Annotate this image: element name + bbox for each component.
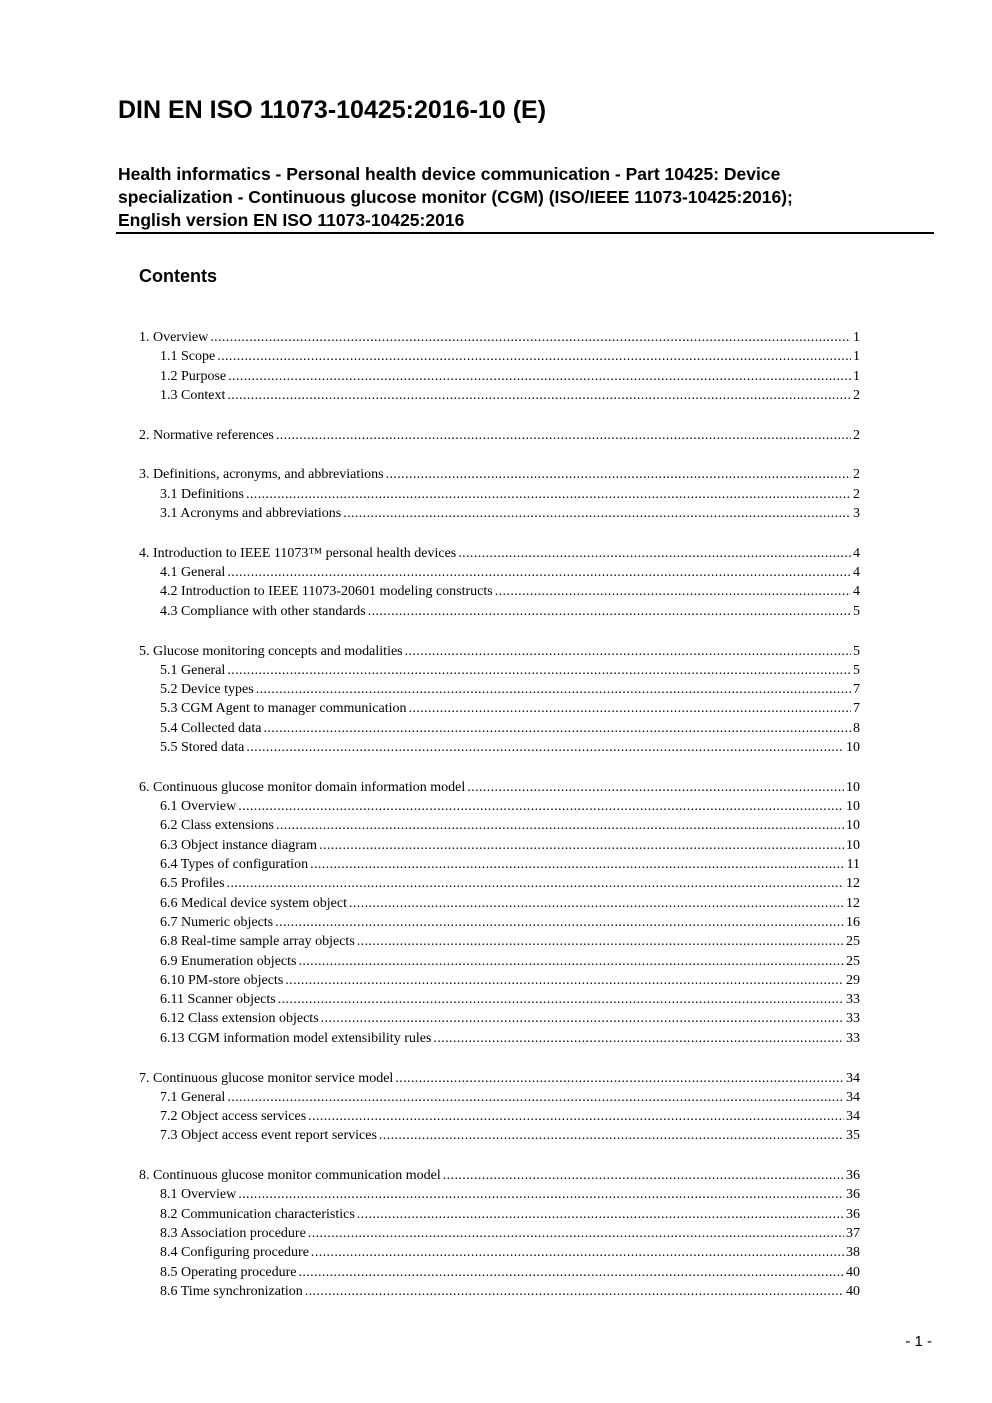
toc-entry-label: 6.8 Real-time sample array objects xyxy=(160,934,355,950)
toc-page-number: 4 xyxy=(853,565,860,581)
toc-page-number: 25 xyxy=(846,953,860,969)
toc-entry[interactable] xyxy=(139,426,860,445)
toc-page-number: 25 xyxy=(846,934,860,950)
toc-page-number: 3 xyxy=(853,506,860,522)
toc-page-number: 16 xyxy=(846,914,860,930)
toc-dot-leader xyxy=(311,1243,844,1262)
toc-entry-label: 3.1 Acronyms and abbreviations xyxy=(160,506,342,522)
toc-subentry[interactable] xyxy=(139,816,860,835)
toc-page-number: 38 xyxy=(846,1245,860,1261)
toc-entry-label: 6.1 Overview xyxy=(160,799,237,815)
toc-subentry[interactable] xyxy=(139,1243,860,1262)
toc-section xyxy=(139,465,860,523)
toc-dot-leader xyxy=(298,952,844,971)
toc-subentry[interactable] xyxy=(139,874,860,893)
toc-section xyxy=(139,328,860,405)
toc-dot-leader xyxy=(405,642,851,661)
toc-dot-leader xyxy=(395,1069,844,1088)
toc-page-number: 10 xyxy=(846,740,860,756)
toc-page-number: 36 xyxy=(846,1168,860,1184)
toc-subentry[interactable] xyxy=(139,367,860,386)
toc-subentry[interactable] xyxy=(139,1205,860,1224)
toc-dot-leader xyxy=(308,1224,844,1243)
toc-entry-label: 6.2 Class extensions xyxy=(160,818,274,834)
toc-dot-leader xyxy=(319,836,844,855)
toc-entry-label: 3. Definitions, acronyms, and abbreviations xyxy=(139,467,384,483)
toc-entry-label: 4.3 Compliance with other standards xyxy=(160,603,366,619)
toc-dot-leader xyxy=(443,1166,844,1185)
toc-subentry[interactable] xyxy=(139,1282,860,1301)
toc-page-number: 40 xyxy=(846,1264,860,1280)
toc-section xyxy=(139,1069,860,1146)
toc-dot-leader xyxy=(227,563,851,582)
toc-page-number: 10 xyxy=(846,837,860,853)
toc-entry-label: 6.10 PM-store objects xyxy=(160,972,284,988)
toc-subentry[interactable] xyxy=(139,913,860,932)
toc-dot-leader xyxy=(368,602,851,621)
toc-page-number: 7 xyxy=(853,701,860,717)
subtitle-line: English version EN ISO 11073-10425:2016 xyxy=(118,210,465,230)
toc-page-number: 1 xyxy=(853,368,860,384)
toc-subentry[interactable] xyxy=(139,680,860,699)
toc-dot-leader xyxy=(285,971,844,990)
toc-subentry[interactable] xyxy=(139,719,860,738)
toc-page-number: 5 xyxy=(853,603,860,619)
toc-dot-leader xyxy=(308,1107,844,1126)
toc-page-number: 1 xyxy=(853,330,860,345)
toc-entry[interactable] xyxy=(139,328,860,347)
toc-page-number: 4 xyxy=(853,584,860,600)
toc-entry-label: 7.3 Object access event report services xyxy=(160,1128,377,1144)
toc-subentry[interactable] xyxy=(139,1263,860,1282)
toc-page-number: 29 xyxy=(846,972,860,988)
toc-page-number: 7 xyxy=(853,682,860,698)
toc-entry-label: 6.6 Medical device system object xyxy=(160,895,347,911)
toc-subentry[interactable] xyxy=(139,347,860,366)
toc-entry-label: 5.4 Collected data xyxy=(160,720,262,736)
toc-entry-label: 6.4 Types of configuration xyxy=(160,857,309,873)
toc-subentry[interactable] xyxy=(139,1185,860,1204)
toc-subentry[interactable] xyxy=(139,952,860,971)
toc-dot-leader xyxy=(310,855,844,874)
toc-subentry[interactable] xyxy=(139,1009,860,1028)
toc-entry-label: 1.1 Scope xyxy=(160,349,216,365)
toc-subentry[interactable] xyxy=(139,1224,860,1243)
toc-page-number: 10 xyxy=(846,779,860,795)
toc-entry-label: 5. Glucose monitoring concepts and modalities xyxy=(139,643,403,659)
toc-entry-label: 6.5 Profiles xyxy=(160,876,225,892)
toc-section xyxy=(139,1166,860,1301)
toc-subentry[interactable] xyxy=(139,1029,860,1048)
toc-subentry[interactable] xyxy=(139,836,860,855)
toc-entry-label: 4. Introduction to IEEE 11073™ personal health devices xyxy=(139,545,457,561)
toc-page-number: 1 xyxy=(853,349,860,365)
toc-page-number: 40 xyxy=(846,1283,860,1299)
toc-entry[interactable] xyxy=(139,778,860,797)
toc-dot-leader xyxy=(246,485,851,504)
toc-page-number: 5 xyxy=(853,662,860,678)
toc-subentry[interactable] xyxy=(139,485,860,504)
toc-dot-leader xyxy=(379,1126,844,1145)
toc-page-number: 33 xyxy=(846,1030,860,1046)
toc-page-number: 36 xyxy=(846,1206,860,1222)
toc-subentry[interactable] xyxy=(139,1126,860,1145)
toc-page-number: 12 xyxy=(846,895,860,911)
toc-subentry[interactable] xyxy=(139,738,860,757)
document-subtitle xyxy=(118,163,918,232)
toc-dot-leader xyxy=(495,582,851,601)
toc-subentry[interactable] xyxy=(139,932,860,951)
contents-heading: Contents xyxy=(139,266,217,286)
toc-dot-leader xyxy=(238,1185,844,1204)
toc-entry-label: 5.2 Device types xyxy=(160,682,254,698)
toc-dot-leader xyxy=(433,1029,844,1048)
toc-page-number: 33 xyxy=(846,1011,860,1027)
toc-page-number: 36 xyxy=(846,1187,860,1203)
toc-entry-label: 8. Continuous glucose monitor communication model xyxy=(139,1168,441,1184)
toc-entry-label: 6. Continuous glucose monitor domain information model xyxy=(139,779,466,795)
toc-subentry[interactable] xyxy=(139,855,860,874)
toc-entry-label: 8.1 Overview xyxy=(160,1187,237,1203)
toc-subentry[interactable] xyxy=(139,1088,860,1107)
toc-page-number: 10 xyxy=(846,799,860,815)
toc-dot-leader xyxy=(386,465,851,484)
toc-dot-leader xyxy=(467,778,844,797)
toc-subentry[interactable] xyxy=(139,661,860,680)
toc-entry-label: 1. Overview xyxy=(139,330,209,345)
toc-dot-leader xyxy=(298,1263,844,1282)
toc-entry-label: 5.1 General xyxy=(160,662,226,678)
toc-page-number: 5 xyxy=(853,643,860,659)
toc-entry-label: 4.1 General xyxy=(160,565,226,581)
toc-entry-label: 6.12 Class extension objects xyxy=(160,1011,319,1027)
toc-subentry[interactable] xyxy=(139,894,860,913)
toc-entry-label: 7. Continuous glucose monitor service model xyxy=(139,1070,394,1086)
toc-page-number: 10 xyxy=(846,818,860,834)
toc-entry-label: 6.13 CGM information model extensibility rules xyxy=(160,1030,432,1046)
toc-entry-label: 7.2 Object access services xyxy=(160,1109,307,1125)
toc-dot-leader xyxy=(227,386,851,405)
toc-entry-label: 8.4 Configuring procedure xyxy=(160,1245,309,1261)
toc-entry-label: 8.5 Operating procedure xyxy=(160,1264,297,1280)
toc-section xyxy=(139,544,860,621)
toc-page-number: 12 xyxy=(846,876,860,892)
toc-dot-leader xyxy=(357,932,844,951)
toc-page-number: 4 xyxy=(853,545,860,561)
toc-entry-label: 8.3 Association procedure xyxy=(160,1226,306,1242)
page-number: - 1 - xyxy=(905,1333,932,1350)
toc-dot-leader xyxy=(256,680,851,699)
toc-dot-leader xyxy=(227,1088,844,1107)
subtitle-line: Health informatics - Personal health device communication - Part 10425: Device xyxy=(118,164,781,184)
toc-page-number: 11 xyxy=(846,857,860,873)
toc-dot-leader xyxy=(246,738,844,757)
toc-dot-leader xyxy=(263,719,851,738)
toc-dot-leader xyxy=(217,347,851,366)
toc-subentry[interactable] xyxy=(139,699,860,718)
toc-subentry[interactable] xyxy=(139,602,860,621)
toc-dot-leader xyxy=(305,1282,844,1301)
toc-subentry[interactable] xyxy=(139,582,860,601)
toc-dot-leader xyxy=(278,990,844,1009)
toc-dot-leader xyxy=(227,874,844,893)
toc-dot-leader xyxy=(409,699,851,718)
toc-entry[interactable] xyxy=(139,465,860,484)
toc-section xyxy=(139,426,860,445)
toc-page-number: 34 xyxy=(846,1109,860,1125)
toc-subentry[interactable] xyxy=(139,971,860,990)
toc-entry-label: 1.2 Purpose xyxy=(160,368,227,384)
toc-entry-label: 5.5 Stored data xyxy=(160,740,245,756)
toc-subentry[interactable] xyxy=(139,1107,860,1126)
toc-entry-label: 8.6 Time synchronization xyxy=(160,1283,303,1299)
toc-page-number: 34 xyxy=(846,1070,860,1086)
toc-entry-label: 6.9 Enumeration objects xyxy=(160,953,297,969)
toc-subentry[interactable] xyxy=(139,797,860,816)
title-divider xyxy=(116,232,934,234)
table-of-contents xyxy=(139,328,860,1322)
toc-page-number: 35 xyxy=(846,1128,860,1144)
toc-subentry[interactable] xyxy=(139,504,860,523)
toc-entry-label: 5.3 CGM Agent to manager communication xyxy=(160,701,407,717)
toc-dot-leader xyxy=(210,328,851,347)
toc-dot-leader xyxy=(227,661,851,680)
subtitle-line: specialization - Continuous glucose monitor (CGM) (ISO/IEEE 11073-10425:2016); xyxy=(118,187,793,207)
toc-page-number: 37 xyxy=(846,1226,860,1242)
toc-entry-label: 1.3 Context xyxy=(160,387,226,403)
toc-dot-leader xyxy=(357,1205,844,1224)
toc-page-number: 2 xyxy=(853,486,860,502)
toc-dot-leader xyxy=(238,797,844,816)
toc-entry-label: 6.7 Numeric objects xyxy=(160,914,274,930)
toc-page-number: 2 xyxy=(853,467,860,483)
toc-entry-label: 7.1 General xyxy=(160,1089,226,1105)
toc-subentry[interactable] xyxy=(139,990,860,1009)
toc-page-number: 8 xyxy=(853,720,860,736)
toc-page-number: 34 xyxy=(846,1089,860,1105)
toc-entry[interactable] xyxy=(139,544,860,563)
toc-dot-leader xyxy=(276,426,851,445)
toc-dot-leader xyxy=(349,894,844,913)
toc-entry[interactable] xyxy=(139,1069,860,1088)
toc-dot-leader xyxy=(321,1009,844,1028)
toc-page-number: 2 xyxy=(853,427,860,443)
document-title: DIN EN ISO 11073-10425:2016-10 (E) xyxy=(118,96,547,124)
toc-subentry[interactable] xyxy=(139,563,860,582)
toc-dot-leader xyxy=(458,544,851,563)
toc-dot-leader xyxy=(275,913,844,932)
toc-entry-label: 2. Normative references xyxy=(139,427,274,443)
toc-page-number: 33 xyxy=(846,992,860,1008)
toc-dot-leader xyxy=(343,504,851,523)
toc-dot-leader xyxy=(276,816,844,835)
toc-section xyxy=(139,642,860,758)
toc-page-number: 2 xyxy=(853,387,860,403)
toc-entry[interactable] xyxy=(139,1166,860,1185)
toc-subentry[interactable] xyxy=(139,386,860,405)
toc-entry[interactable] xyxy=(139,642,860,661)
toc-entry-label: 6.11 Scanner objects xyxy=(160,992,276,1008)
toc-entry-label: 3.1 Definitions xyxy=(160,486,244,502)
toc-entry-label: 4.2 Introduction to IEEE 11073-20601 modeling constructs xyxy=(160,584,493,600)
toc-entry-label: 6.3 Object instance diagram xyxy=(160,837,318,853)
toc-entry-label: 8.2 Communication characteristics xyxy=(160,1206,355,1222)
toc-section xyxy=(139,778,860,1048)
toc-dot-leader xyxy=(228,367,851,386)
